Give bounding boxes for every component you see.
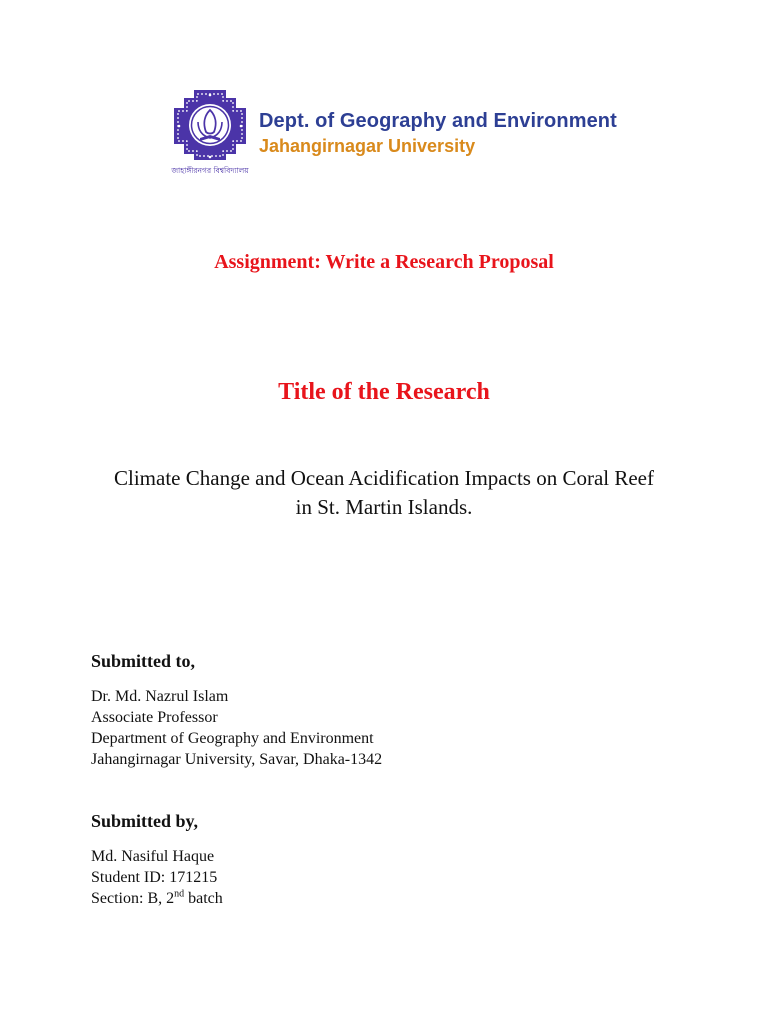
research-title-line-1: Climate Change and Ocean Acidification Impacts on Coral Reef xyxy=(114,466,654,490)
department-name: Dept. of Geography and Environment xyxy=(259,110,617,132)
section-batch: batch xyxy=(184,890,223,907)
submitted-to-details xyxy=(91,686,711,770)
submitted-to-section xyxy=(91,651,711,770)
student-id: Student ID: 171215 xyxy=(91,869,218,886)
submitted-by-section xyxy=(91,811,711,909)
student-section xyxy=(91,888,711,909)
research-title-line-2: in St. Martin Islands. xyxy=(295,495,473,519)
university-name: Jahangirnagar University xyxy=(259,136,476,156)
assignment-title: Assignment: Write a Research Proposal xyxy=(214,251,554,273)
section-ordinal-suffix: nd xyxy=(174,888,185,900)
supervisor-department: Department of Geography and Environment xyxy=(91,730,374,747)
submitted-to-heading: Submitted to, xyxy=(91,651,196,671)
supervisor-name: Dr. Md. Nazrul Islam xyxy=(91,688,229,705)
research-title xyxy=(60,464,708,522)
supervisor-address: Jahangirnagar University, Savar, Dhaka-1342 xyxy=(91,751,383,768)
submitted-by-details xyxy=(91,846,711,909)
supervisor-designation: Associate Professor xyxy=(91,709,218,726)
section-prefix: Section: B, 2 xyxy=(91,890,175,907)
university-logo-icon xyxy=(170,88,250,180)
student-name: Md. Nasiful Haque xyxy=(91,848,215,865)
header xyxy=(170,88,690,180)
research-title-heading: Title of the Research xyxy=(278,379,490,405)
submitted-by-heading: Submitted by, xyxy=(91,811,199,831)
logo-lettering: জাহাঙ্গীরনগর বিশ্ববিদ্যালয় xyxy=(171,166,249,175)
